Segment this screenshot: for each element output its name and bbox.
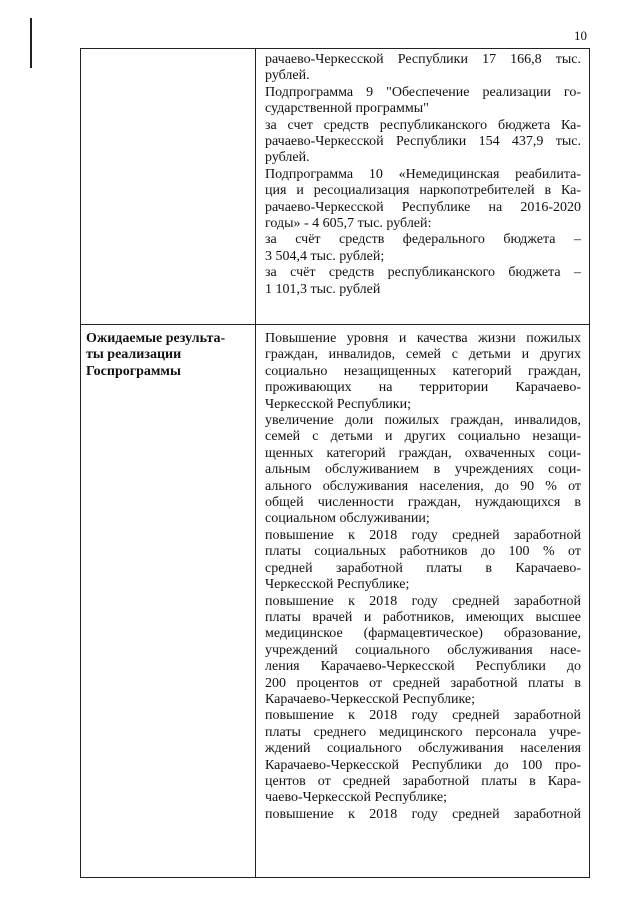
text-line: медицинское (фармацевтическое) образование, [265, 626, 581, 642]
table-border-top [80, 48, 590, 49]
text-line: годы» - 4 605,7 тыс. рублей: [265, 216, 432, 232]
text-line: Подпрограмма 9 "Обеспечение реализации го- [265, 84, 581, 100]
text-line: за счет средств республиканского бюджета Ка- [265, 117, 581, 133]
text-line: средней заработной платы в Карачаево- [265, 560, 581, 576]
text-line: проживающих на территории Карачаево- [265, 380, 581, 396]
text-line: сударственной программы" [265, 101, 429, 117]
expected-results-label [86, 331, 251, 380]
text-line: рачаево-Черкесской Республики 154 437,9 тыс. [265, 134, 581, 150]
label-line: ты реализации [86, 347, 182, 363]
text-line: 200 процентов от средней заработной платы в [265, 675, 581, 691]
label-line: Госпрограммы [86, 363, 181, 379]
text-line: Черкесской Республике; [265, 577, 410, 593]
page-number: 10 [574, 28, 587, 43]
text-line: ция и ресоциализация наркопотребителей в Ка- [265, 183, 581, 199]
text-line: повышение к 2018 году средней заработной [265, 708, 581, 724]
text-line: за счёт средств республиканского бюджета – [265, 265, 581, 281]
text-line: рачаево-Черкесской Республики 17 166,8 тыс. [265, 52, 581, 67]
text-line: Повышение уровня и качества жизни пожилых [265, 331, 581, 346]
table-border-bottom [80, 877, 590, 878]
table-border-middle [255, 48, 256, 878]
text-line: щенных категорий граждан, охваченных соци- [265, 445, 581, 461]
label-line: Ожидаемые результа- [86, 331, 226, 346]
text-line: семей с детьми и других социально незащи- [265, 429, 581, 445]
text-line: учреждений социального обслуживания насе- [265, 642, 581, 658]
text-line: ления Карачаево-Черкесской Республики до [265, 659, 581, 675]
table-row-divider [80, 324, 590, 325]
text-line: чаево-Черкесской Республике; [265, 790, 447, 806]
text-line: Подпрограмма 10 «Немедицинская реабилита- [265, 166, 581, 182]
text-line: платы врачей и работников, имеющих высшее [265, 609, 581, 625]
text-line: повышение к 2018 году средней заработной [265, 593, 581, 609]
text-line: альным обслуживанием в учреждениях соци- [265, 462, 581, 478]
text-line: рублей. [265, 68, 310, 84]
text-line: 3 504,4 тыс. рублей; [265, 248, 385, 264]
text-line: увеличение доли пожилых граждан, инвалидов, [265, 413, 581, 429]
text-line: Карачаево-Черкесской Республики до 100 про- [265, 757, 581, 773]
text-line: общей численности граждан, нуждающихся в [265, 495, 581, 511]
text-line: платы социальных работников до 100 % от [265, 544, 581, 560]
margin-line [30, 18, 32, 68]
table-border-right [589, 48, 590, 878]
text-line: социальном обслуживании; [265, 511, 430, 527]
text-line: рачаево-Черкесской Республике на 2016-2020 [265, 199, 581, 215]
text-line: Карачаево-Черкесской Республике; [265, 691, 475, 707]
table-border-left [80, 48, 81, 878]
row1-funding-text [265, 52, 581, 298]
text-line: центов от средней заработной платы в Кара- [265, 773, 581, 789]
text-line: платы среднего медицинского персонала учре- [265, 724, 581, 740]
text-line: рублей. [265, 150, 310, 166]
text-line: 1 101,3 тыс. рублей [265, 281, 381, 297]
text-line: ждений социального обслуживания населения [265, 741, 581, 757]
text-line: повышение к 2018 году средней заработной [265, 806, 581, 822]
text-line: повышение к 2018 году средней заработной [265, 527, 581, 543]
text-line: Черкесской Республики; [265, 396, 411, 412]
text-line: социально незащищенных категорий граждан, [265, 363, 581, 379]
text-line: граждан, инвалидов, семей с детьми и других [265, 347, 581, 363]
document-table [80, 48, 590, 878]
expected-results-text [265, 331, 581, 823]
text-line: за счёт средств федерального бюджета – [265, 232, 581, 248]
text-line: ального обслуживания населения, до 90 % от [265, 478, 581, 494]
